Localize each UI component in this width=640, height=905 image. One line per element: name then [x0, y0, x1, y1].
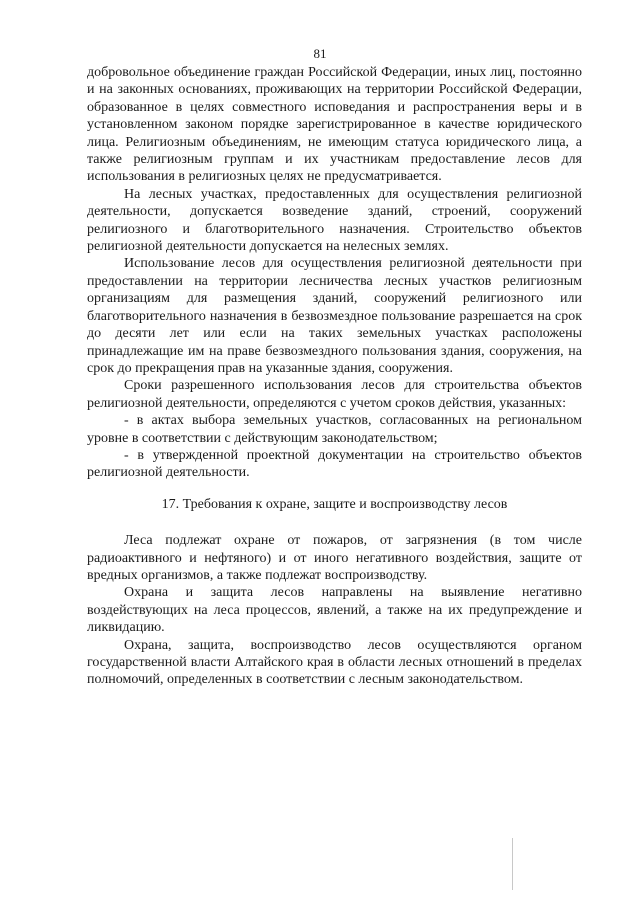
paragraph-responsible-authority: Охрана, защита, воспроизводство лесов осуществляются органом государственной власти Алтайского края в области лесных отношений в пределах полномочий, определенных в соответствии с лесным законодательством.	[87, 637, 582, 688]
scan-artifact-line	[512, 838, 513, 890]
document-body	[87, 64, 582, 689]
page-number: 81	[313, 46, 327, 61]
paragraph-buildings-on-forest-plots: На лесных участках, предоставленных для осуществления религиозной деятельности, допускается возведение зданий, строений, сооружений религиозного и благотворительного назначения. Строительство объектов религиозной деятельности допускается на нелесных землях.	[87, 186, 582, 255]
list-item-land-selection-acts: - в актах выбора земельных участков, согласованных на региональном уровне в соответствии с действующим законодательством;	[87, 413, 582, 446]
paragraph-continuation: добровольное объединение граждан Российской Федерации, иных лиц, постоянно и на законных основаниях, проживающих на территории Российской Федерации, образованное в целях совместного исповедания и распространения веры и в установленном законом порядке зарегистрированное в качестве юридического лица. Религиозным объединениям, не имеющим статуса юридического лица, а также религиозным группам и их участникам предоставление лесов для использования в религиозных целях не предусматривается.	[87, 65, 582, 185]
section-heading: 17. Требования к охране, защите и воспроизводству лесов	[161, 496, 508, 512]
paragraph-use-of-forests-for-religious-activity: Использование лесов для осуществления религиозной деятельности при предоставлении на территории лесничества лесных участков религиозным организациям для размещения зданий, сооружений религиозного или благотворительного назначения в безвозмездное пользование разрешается на срок до десяти лет или если на таких земельных участках расположены принадлежащие им на праве безвозмездного пользования здания, сооружения, на срок до прекращения прав на указанные здания, сооружения.	[87, 256, 582, 376]
list-item-project-documentation: - в утвержденной проектной документации на строительство объектов религиозной деятельности.	[87, 447, 582, 481]
paragraph-permitted-use-terms: Сроки разрешенного использования лесов для строительства объектов религиозной деятельности, определяются с учетом сроков действия, указанных:	[87, 378, 582, 411]
paragraph-forest-protection-subjects: Леса подлежат охране от пожаров, от загрязнения (в том числе радиоактивного и нефтяного) и от иного негативного воздействия, защите от вредных организмов, а также подлежат воспроизводству.	[87, 533, 582, 583]
paragraph-protection-aims: Охрана и защита лесов направлены на выявление негативно воздействующих на леса процессов, явлений, а также на их предупреждение и ликвидацию.	[87, 585, 582, 636]
